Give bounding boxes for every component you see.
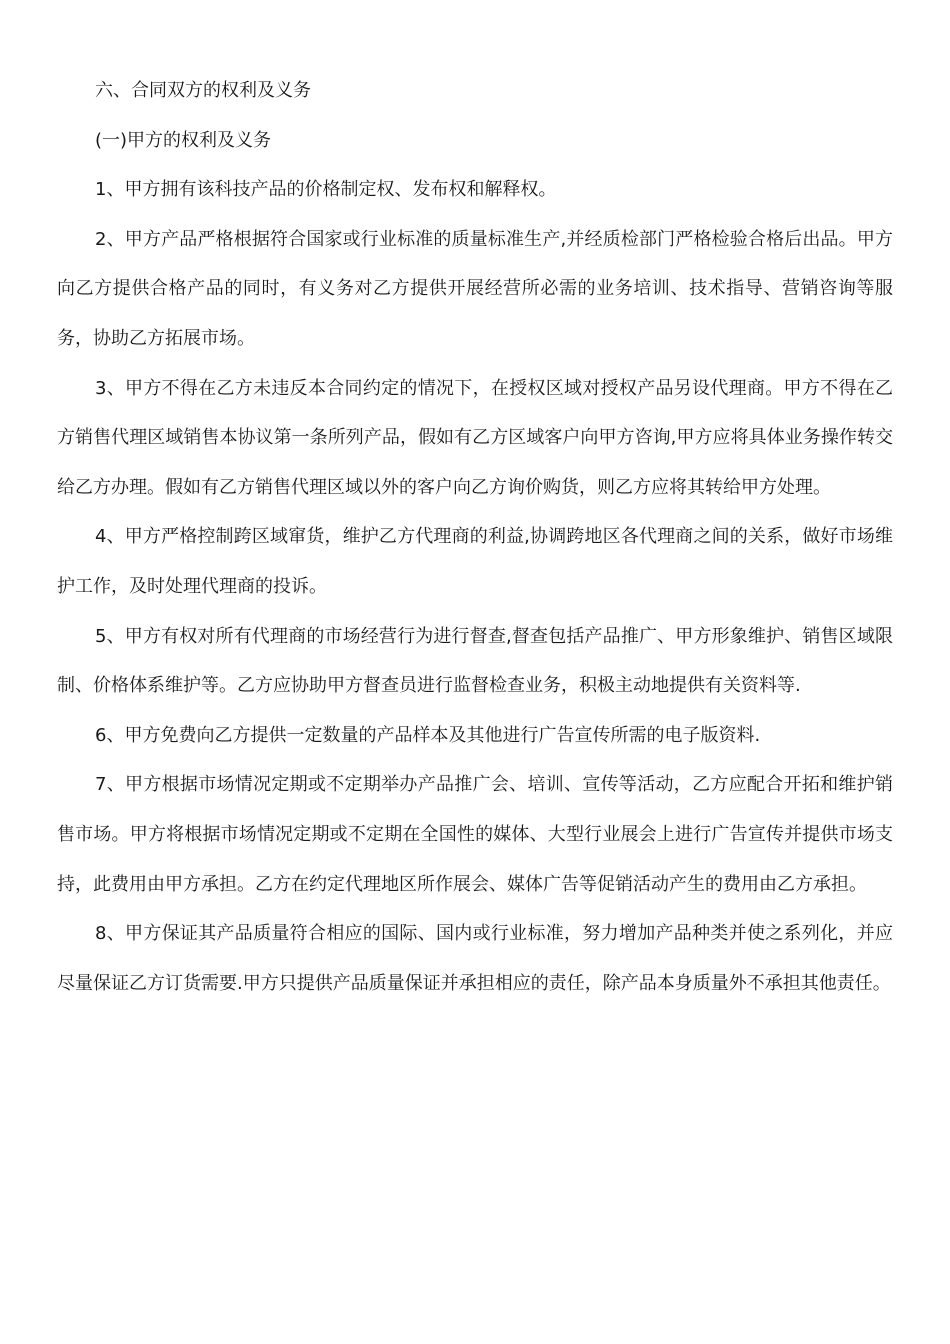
clause-6: 6、甲方免费向乙方提供一定数量的产品样本及其他进行广告宣传所需的电子版资料. <box>95 724 761 746</box>
clause-1: 1、甲方拥有该科技产品的价格制定权、发布权和解释权。 <box>95 179 557 201</box>
clause-8: 8、甲方保证其产品质量符合相应的国际、国内或行业标准，努力增加产品种类并使之系列化，并应尽量保证乙方订货需要.甲方只提供产品质量保证并承担相应的责任，除产品本身质量外不承担其他责任。 <box>57 923 893 994</box>
clause-4: 4、甲方严格控制跨区域窜货，维护乙方代理商的利益,协调跨地区各代理商之间的关系，做好市场维护工作，及时处理代理商的投诉。 <box>57 526 893 597</box>
clause-7: 7、甲方根据市场情况定期或不定期举办产品推广会、培训、宣传等活动，乙方应配合开拓和维护销售市场。甲方将根据市场情况定期或不定期在全国性的媒体、大型行业展会上进行广告宣传并提供市场支持，此费用由甲方承担。乙方在约定代理地区所作展会、媒体广告等促销活动产生的费用由乙方承担。 <box>57 774 893 895</box>
document-body <box>57 66 893 1008</box>
clause-5: 5、甲方有权对所有代理商的市场经营行为进行督查,督查包括产品推广、甲方形象维护、销售区域限制、价格体系维护等。乙方应协助甲方督查员进行监督检查业务，积极主动地提供有关资料等. <box>57 625 893 697</box>
subsection-heading: (一)甲方的权利及义务 <box>95 129 272 151</box>
clause-3: 3、甲方不得在乙方未违反本合同约定的情况下，在授权区域对授权产品另设代理商。甲方不得在乙方销售代理区域销售本协议第一条所列产品，假如有乙方区域客户向甲方咨询,甲方应将具体业务操作转交给乙方办理。假如有乙方销售代理区域以外的客户向乙方询价购货，则乙方应将其转给甲方处理。 <box>57 377 893 498</box>
section-heading: 六、合同双方的权利及义务 <box>95 80 311 101</box>
clause-2: 2、甲方产品严格根据符合国家或行业标准的质量标准生产,并经质检部门严格检验合格后出品。甲方向乙方提供合格产品的同时，有义务对乙方提供开展经营所必需的业务培训、技术指导、营销咨询等服务，协助乙方拓展市场。 <box>57 228 893 349</box>
